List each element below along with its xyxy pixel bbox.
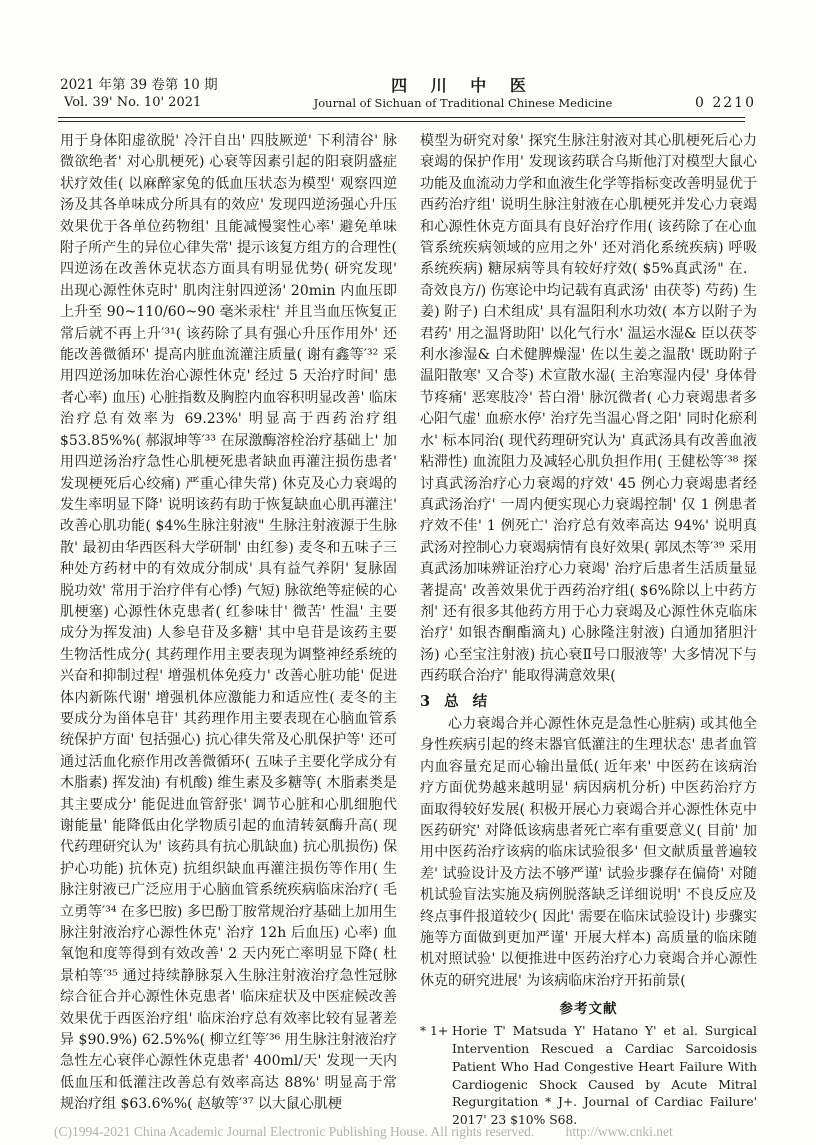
section-heading-summary: 3 总 结 [420, 692, 488, 710]
issue-line-en: Vol. 39' No. 10' 2021 [64, 95, 202, 110]
reference-item [420, 1023, 757, 1130]
journal-title-block [265, 76, 661, 111]
page-header [60, 76, 756, 112]
reference-text: Horie T' Matsuda Y' Hatano Y' et al. Surgical Intervention Rescued a Cardiac Sarcoidosis Patient Who Had Congestive Heart Failure With Cardiogenic Shock Caused by Acute Mitral Regurgitation * J+. Journal of Cardiac Failure' 2017' 23 $10% S68. [452, 1024, 757, 1128]
left-column [60, 131, 397, 1130]
header-rule [58, 117, 745, 122]
footer-copyright: (C)1994-2021 China Academic Journal Electronic Publishing House. All rights reserved. [54, 1124, 535, 1139]
references-heading: 参考文献 [559, 1001, 618, 1018]
left-column-paragraph: 用于身体阳虚欲脱' 冷汗自出' 四肢厥逆' 下利清谷' 脉微欲绝者' 对心肌梗死) 心衰等因素引起的阳衰阴盛症状疗效佳( 以麻醉家兔的低血压状态为模型' 观察四逆汤及其各单味成分所具有的效应' 发现四逆汤强心升压效果优于各单位药物组' 且能减慢窦性心率' 避免单味附子所产生的异位心律失常' 提示该复方组方的合理性( 四逆汤在改善休克状态方面具有明显优势( 研究发现' 出现心源性休克时' 肌肉注射四逆汤' 20min 内血压即上升至 90~110/60~90 毫米汞柱' 并且当血压恢复正常后就不再上升′³¹( 该药除了具有强心升压作用外' 还能改善微循环' 提高内脏血流灌注质量( 谢有鑫等′³² 采用四逆汤加味佐治心源性休克' 经过 5 天治疗时间' 患者心率) 血压) 心脏指数及胸腔内血容积明显改善' 临床治疗总有效率为 69.23%' 明显高于西药治疗组 $53.85%%( 郝淑坤等′³³ 在尿激酶溶栓治疗基础上' 加用四逆汤治疗急性心肌梗死患者缺血再灌注损伤患者' 发现梗死后心绞痛) 严重心律失常) 休克及心力衰竭的发生率明显下降' 说明该药有助于恢复缺血心肌再灌注' 改善心肌功能( $4%生脉注射液" 生脉注射液源于生脉散' 最初由华西医科大学研制' 由红参) 麦冬和五味子三种处方药材中的有效成分制成' 具有益气养阴' 复脉固脱功效' 常用于治疗伴有心悸) 气短) 脉欲绝等症候的心肌梗塞) 心源性休克患者( 红参味甘' 微苦' 性温' 主要成分为挥发油) 人参皂苷及多糖' 其中皂苷是该药主要生物活性成分( 其药理作用主要表现为调整神经系统的兴奋和抑制过程' 增强机体免疫力' 改善心脏功能' 促进体内新陈代谢' 增强机体应激能力和适应性( 麦冬的主要成分为甾体皂苷' 其药理作用主要表现在心脑血管系统保护方面' 包括强心) 抗心律失常及心肌保护等' 还可通过活血化瘀作用改善微循环( 五味子主要化学成分有木脂素) 挥发油) 有机酸) 维生素及多糖等( 木脂素类是其主要成分' 能促进血管舒张' 调节心脏和心肌细胞代谢能量' 能降低由化学物质引起的血清转氨酶升高( 现代药理研究认为' 该药具有抗心肌缺血) 抗心肌损伤) 保护心功能) 抗休克) 抗组织缺血再灌注损伤等作用( 生脉注射液已广泛应用于心脑血管系统疾病临床治疗( 毛立勇等′³⁴ 在多巴胺) 多巴酚丁胺常规治疗基础上加用生脉注射液治疗心源性休克' 治疗 12h 后血压) 心率) 血氧饱和度等得到有效改善' 2 天内死亡率明显下降( 杜景柏等′³⁵ 通过持续静脉泵入生脉注射液治疗急性冠脉综合征合并心源性休克患者' 临床症状及中医症候改善效果优于西医治疗组' 临床治疗总有效率比较有显著差异 $90.9%) 62.5%%( 柳立红等′³⁶ 用生脉注射液治疗急性左心衰伴心源性休克患者' 400ml/天' 发现一天内低血压和低灌注改善总有效率高达 88%' 明显高于常规治疗组 $63.6%%( 赵敏等′³⁷ 以大鼠心肌梗 [60, 133, 397, 1113]
journal-title-en: Journal of Sichuan of Traditional Chinese Medicine [313, 96, 613, 110]
reference-marker: * 1+ [420, 1024, 449, 1039]
page-footer [54, 1124, 796, 1140]
issue-info [60, 76, 265, 112]
footer-url: http://www.cnki.net [565, 1124, 673, 1139]
article-body [60, 131, 757, 1130]
issue-line-cn: 2021 年第 39 卷第 10 期 [60, 77, 218, 93]
page-code: 0 2210 [695, 95, 756, 111]
journal-title-cn: 四 川 中 医 [391, 76, 535, 95]
right-column [420, 131, 757, 1130]
right-column-paragraph: 模型为研究对象' 探究生脉注射液对其心肌梗死后心力衰竭的保护作用' 发现该药联合乌斯他汀对模型大鼠心功能及血流动力学和血液生化学等指标变改善明显优于西药治疗组' 说明生脉注射液在心肌梗死并发心力衰竭和心源性休克方面具有良好治疗作用( 该药除了在心血管系统疾病领域的应用之外' 还对消化系统疾病) 呼吸系统疾病) 糖尿病等具有较好疗效( $5%真武汤" 在．奇效良方/) 伤寒论中均记载有真武汤' 由茯苓) 芍药) 生姜) 附子) 白术组成' 具有温阳利水功效( 本方以附子为君药' 用之温肾助阳' 以化气行水' 温运水湿& 臣以茯苓利水渗湿& 白术健脾燥湿' 佐以生姜之温散' 既助附子温阳散寒' 又合苓) 术宣散水湿( 主治寒湿内侵' 身体骨节疼痛' 恶寒肢冷' 苔白滑' 脉沉微者( 心力衰竭患者多心阳气虚' 血瘀水停' 治疗先当温心肾之阳' 同时化瘀利水' 标本同治( 现代药理研究认为' 真武汤具有改善血液粘滞性) 血流阻力及减轻心肌负担作用( 王健松等′³⁸ 探讨真武汤治疗心力衰竭的疗效' 45 例心力衰竭患者经真武汤治疗' 一周内便实现心力衰竭控制' 仅 1 例患者疗效不佳' 1 例死亡' 治疗总有效率高达 94%' 说明真武汤对控制心力衰竭病情有良好效果( 郭凤杰等′³⁹ 采用真武汤加味辨证治疗心力衰竭' 治疗后患者生活质量显著提高' 改善效果优于西药治疗组( $6%除以上中药方剂' 还有很多其他药方用于心力衰竭及心源性休克临床治疗' 如银杏酮酯滴丸) 心脉隆注射液) 白通加猪胆汁汤) 心至宝注射液) 抗心衰Ⅱ号口服液等' 大多情况下与西药联合治疗' 能取得满意效果( [420, 133, 757, 685]
summary-paragraph: 心力衰竭合并心源性休克是急性心脏病) 或其他全身性疾病引起的终末器官低灌注的生理状态' 患者血管内血容量充足而心输出量低( 近年来' 中医药在该病治疗方面优势越来越明显' 病因病机分析) 中医药治疗方面取得较好发展( 积极开展心力衰竭合并心源性休克中医药研究' 对降低该病患者死亡率有重要意义( 目前' 加用中医药治疗该病的临床试验很多' 但文献质量普遍较差' 试验设计及方法不够严谨' 试验步骤存在偏倚' 对随机试验盲法实施及病例脱落缺乏详细说明' 不良反应及终点事件报道较少( 因此' 需要在临床试验设计) 步骤实施等方面做到更加严谨' 开展大样本) 高质量的临床随机对照试验' 以便推进中医药治疗心力衰竭合并心源性休克的研究进展' 为该病临床治疗开拓前景( [420, 715, 757, 989]
